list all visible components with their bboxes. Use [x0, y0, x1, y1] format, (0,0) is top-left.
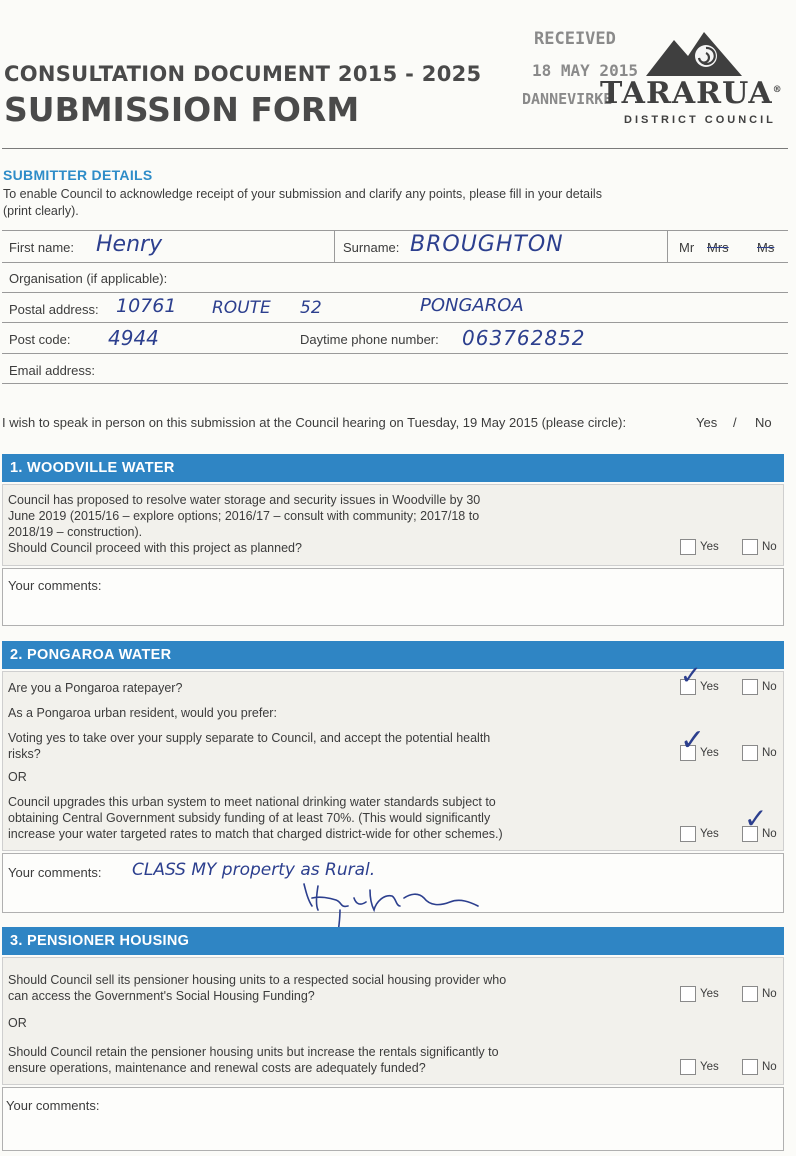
section-3-question2-line2: ensure operations, maintenance and renewal costs are adequately funded? [8, 1061, 426, 1075]
section-3-heading: 3. PENSIONER HOUSING [2, 927, 784, 955]
form-divider [667, 230, 668, 262]
postal-address-number[interactable]: 10761 [116, 295, 177, 317]
section-1-comments-label: Your comments: [8, 578, 102, 593]
section-2-q2-no-label: No [762, 747, 777, 759]
title-option-mr[interactable]: Mr [679, 240, 695, 255]
phone-field[interactable]: 063762852 [462, 326, 586, 350]
section-2-question2-line1: Voting yes to take over your supply separate to Council, and accept the potential health [8, 731, 491, 745]
phone-label: Daytime phone number: [300, 332, 439, 347]
form-rule [2, 383, 788, 384]
title-option-mrs[interactable]: Mrs [707, 240, 729, 255]
checkmark-icon: ✓ [744, 802, 768, 835]
section-3-q2-yes-label: Yes [700, 1061, 719, 1073]
section-2-q1-no-label: No [762, 681, 777, 693]
form-rule [2, 353, 788, 354]
organisation-field[interactable] [180, 268, 780, 288]
mountain-logo-icon [644, 26, 744, 78]
section-3-question1-line1: Should Council sell its pensioner housing units to a respected social housing provider who [8, 973, 507, 987]
section-2-or: OR [8, 770, 27, 784]
page-title: SUBMISSION FORM [4, 90, 360, 129]
checkmark-icon: ✓ [680, 661, 702, 691]
section-1-question-line3: 2018/19 – construction). [8, 525, 143, 539]
checkmark-icon: ✓ [680, 723, 706, 758]
section-2-q2-no-checkbox[interactable] [742, 745, 758, 761]
first-name-field[interactable]: Henry [96, 232, 163, 257]
section-2-q1-yes-label: Yes [700, 681, 719, 693]
section-2-q1-no-checkbox[interactable] [742, 679, 758, 695]
section-3-question1-line2: can access the Government's Social Housing Funding? [8, 989, 315, 1003]
section-2-q2-yes-label: Yes [700, 747, 719, 759]
form-rule [2, 230, 788, 231]
section-3-q2-yes-checkbox[interactable] [680, 1059, 696, 1075]
surname-label: Surname: [343, 240, 400, 255]
form-divider [334, 230, 335, 262]
surname-field[interactable]: BROUGHTON [410, 232, 564, 257]
organisation-label: Organisation (if applicable): [9, 271, 168, 286]
speak-slash: / [733, 415, 737, 430]
section-2-question3-line2: obtaining Central Government subsidy funding of at least 70%. (This would significantly [8, 811, 491, 825]
document-subtitle: CONSULTATION DOCUMENT 2015 - 2025 [4, 62, 482, 86]
post-code-label: Post code: [9, 332, 71, 347]
email-field[interactable] [110, 359, 780, 379]
section-2-question3-line3: increase your water targeted rates to match that charged district-wide for other schemes.) [8, 827, 503, 841]
section-2-q3-no-label: No [762, 828, 777, 840]
section-3-q2-no-checkbox[interactable] [742, 1059, 758, 1075]
section-3-q1-yes-label: Yes [700, 988, 719, 1000]
section-1-yes-checkbox[interactable] [680, 539, 696, 555]
submitter-details-heading: SUBMITTER DETAILS [3, 167, 153, 183]
section-1-heading: 1. WOODVILLE WATER [2, 454, 784, 482]
submitter-intro-line2: (print clearly). [3, 204, 79, 218]
postal-address-town[interactable]: PONGAROA [420, 295, 524, 316]
section-3-comments-label: Your comments: [6, 1098, 100, 1113]
section-3-question2-line1: Should Council retain the pensioner housing units but increase the rentals significantly to [8, 1045, 499, 1059]
council-logo-subtitle: DISTRICT COUNCIL [624, 114, 776, 126]
speak-in-person-text: I wish to speak in person on this submission at the Council hearing on Tuesday, 19 May 2015 (please circle): [2, 415, 627, 430]
section-2-comments-label: Your comments: [8, 865, 102, 880]
speak-no-option[interactable]: No [755, 415, 772, 430]
form-rule [2, 322, 788, 323]
title-option-ms[interactable]: Ms [757, 240, 775, 255]
header-divider [2, 148, 788, 149]
received-stamp-date: 18 MAY 2015 [532, 61, 638, 80]
section-3-q2-no-label: No [762, 1061, 777, 1073]
section-3-q1-yes-checkbox[interactable] [680, 986, 696, 1002]
section-3-or: OR [8, 1016, 27, 1030]
speak-yes-option[interactable]: Yes [696, 415, 718, 430]
form-rule [2, 262, 788, 263]
postal-address-road[interactable]: ROUTE [212, 298, 271, 318]
section-2-question2-line2: risks? [8, 747, 41, 761]
section-1-question-line2: June 2019 (2015/16 – explore options; 2016/17 – consult with community; 2017/18 to [8, 509, 480, 523]
received-stamp-place: DANNEVIRKE [522, 90, 613, 108]
section-3-comments-box[interactable] [2, 1087, 784, 1151]
section-1-question-line1: Council has proposed to resolve water storage and security issues in Woodville by 30 [8, 493, 481, 507]
submitter-intro-line1: To enable Council to acknowledge receipt of your submission and clarify any points, please fill in your details [3, 187, 602, 201]
postal-address-road-number[interactable]: 52 [300, 298, 322, 318]
received-stamp-label: RECEIVED [534, 29, 616, 49]
email-label: Email address: [9, 363, 95, 378]
form-rule [2, 292, 788, 293]
section-1-no-label: No [762, 541, 777, 553]
section-1-question-line4: Should Council proceed with this project as planned? [8, 541, 302, 555]
first-name-label: First name: [9, 240, 75, 255]
section-2-q3-yes-label: Yes [700, 828, 719, 840]
postal-address-label: Postal address: [9, 302, 99, 317]
section-1-comments-box[interactable] [2, 568, 784, 626]
section-2-heading: 2. PONGAROA WATER [2, 641, 784, 669]
section-3-q1-no-checkbox[interactable] [742, 986, 758, 1002]
section-1-yes-label: Yes [700, 541, 719, 553]
section-2-comments-text[interactable]: CLASS MY property as Rural. [132, 860, 376, 880]
section-2-q3-yes-checkbox[interactable] [680, 826, 696, 842]
council-logo: TARARUA® [600, 76, 783, 111]
section-2-question1: Are you a Pongaroa ratepayer? [8, 681, 183, 695]
section-2-question3-line1: Council upgrades this urban system to meet national drinking water standards subject to [8, 795, 496, 809]
post-code-field[interactable]: 4944 [108, 326, 159, 350]
section-1-no-checkbox[interactable] [742, 539, 758, 555]
section-3-q1-no-label: No [762, 988, 777, 1000]
section-2-intro: As a Pongaroa urban resident, would you prefer: [8, 706, 277, 720]
